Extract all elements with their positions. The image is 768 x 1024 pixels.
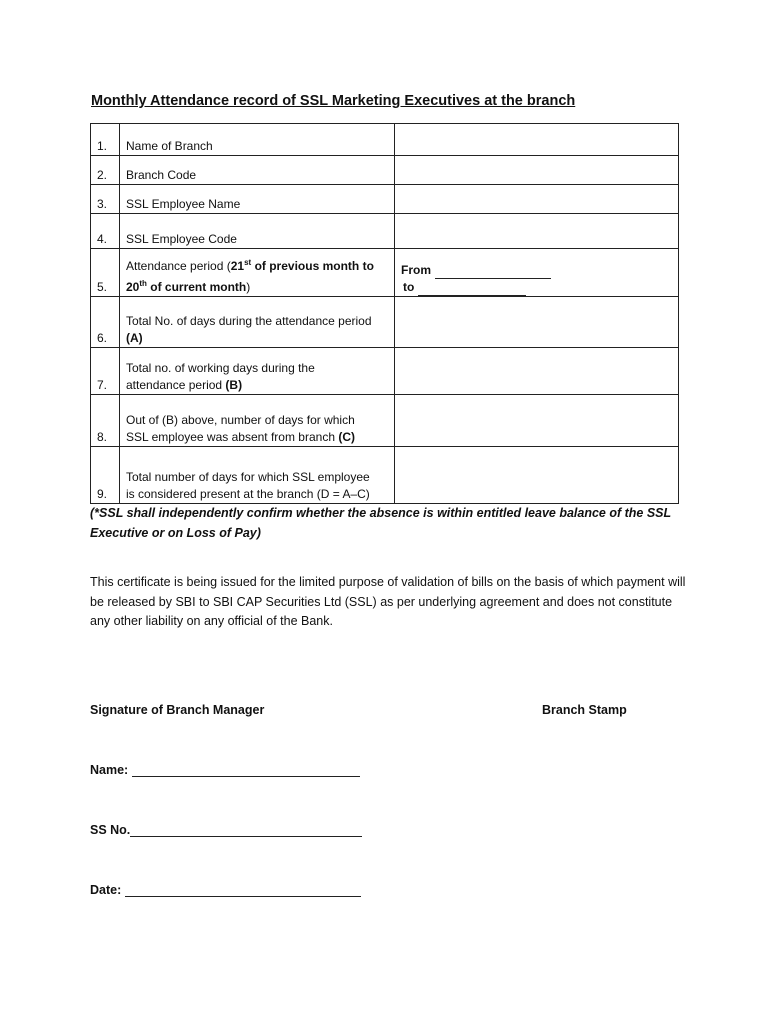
- row-number: 5.: [91, 249, 120, 297]
- stamp-label: Branch Stamp: [542, 703, 627, 717]
- period-to-input[interactable]: [418, 282, 526, 296]
- table-row: [91, 348, 679, 395]
- row-number: 3.: [91, 185, 120, 214]
- employee-name-field[interactable]: [395, 185, 679, 214]
- row-number: 8.: [91, 395, 120, 447]
- note-text: (*SSL shall independently confirm whether the absence is within entitled leave balance of the SSL Executive or on Loss of Pay): [90, 506, 671, 540]
- table-row: [91, 249, 679, 297]
- row-number: 4.: [91, 214, 120, 249]
- row-number: 7.: [91, 348, 120, 395]
- present-days-field[interactable]: [395, 447, 679, 504]
- row-label: Total no. of working days during the attendance period (B): [120, 348, 395, 395]
- row-number: 9.: [91, 447, 120, 504]
- table-row: [91, 156, 679, 185]
- table-row: [91, 124, 679, 156]
- period-start-text: 21st of previous month to: [230, 258, 374, 273]
- table-row: [91, 395, 679, 447]
- table-row: [91, 297, 679, 348]
- row-label: Branch Code: [120, 156, 395, 185]
- table-row: [91, 447, 679, 504]
- table-row: [91, 185, 679, 214]
- page-title: Monthly Attendance record of SSL Marketing Executives at the branch: [91, 93, 576, 109]
- date-line: Date:: [90, 883, 361, 897]
- row-number: 1.: [91, 124, 120, 156]
- row-label: SSL Employee Name: [120, 185, 395, 214]
- working-days-field[interactable]: [395, 348, 679, 395]
- absent-days-field[interactable]: [395, 395, 679, 447]
- attendance-period-field: From to: [395, 249, 679, 297]
- period-from-input[interactable]: [435, 265, 551, 279]
- row-label: SSL Employee Code: [120, 214, 395, 249]
- name-input[interactable]: [132, 763, 360, 777]
- row-label: Total number of days for which SSL employee is considered present at the branch (D = A–C): [120, 447, 395, 504]
- name-line: Name:: [90, 763, 360, 777]
- period-end-text: 20th of current month: [126, 279, 247, 294]
- ss-no-input[interactable]: [130, 823, 362, 837]
- total-days-field[interactable]: [395, 297, 679, 348]
- row-label: Attendance period (21st of previous month to 20th of current month): [120, 249, 395, 297]
- certificate-paragraph: This certificate is being issued for the limited purpose of validation of bills on the basis of which payment will be released by SBI to SBI CAP Securities Ltd (SSL) as per underlying agreement and does not constitute any other liability on any official of the Bank.: [90, 575, 686, 628]
- row-label: Total No. of days during the attendance period (A): [120, 297, 395, 348]
- attendance-table: [90, 123, 679, 504]
- ss-no-line: SS No.: [90, 823, 362, 837]
- date-input[interactable]: [125, 883, 361, 897]
- employee-code-field[interactable]: [395, 214, 679, 249]
- signature-label: Signature of Branch Manager: [90, 703, 265, 717]
- row-number: 6.: [91, 297, 120, 348]
- row-label: Out of (B) above, number of days for which SSL employee was absent from branch (C): [120, 395, 395, 447]
- branch-code-field[interactable]: [395, 156, 679, 185]
- row-label: Name of Branch: [120, 124, 395, 156]
- table-row: [91, 214, 679, 249]
- branch-name-field[interactable]: [395, 124, 679, 156]
- row-number: 2.: [91, 156, 120, 185]
